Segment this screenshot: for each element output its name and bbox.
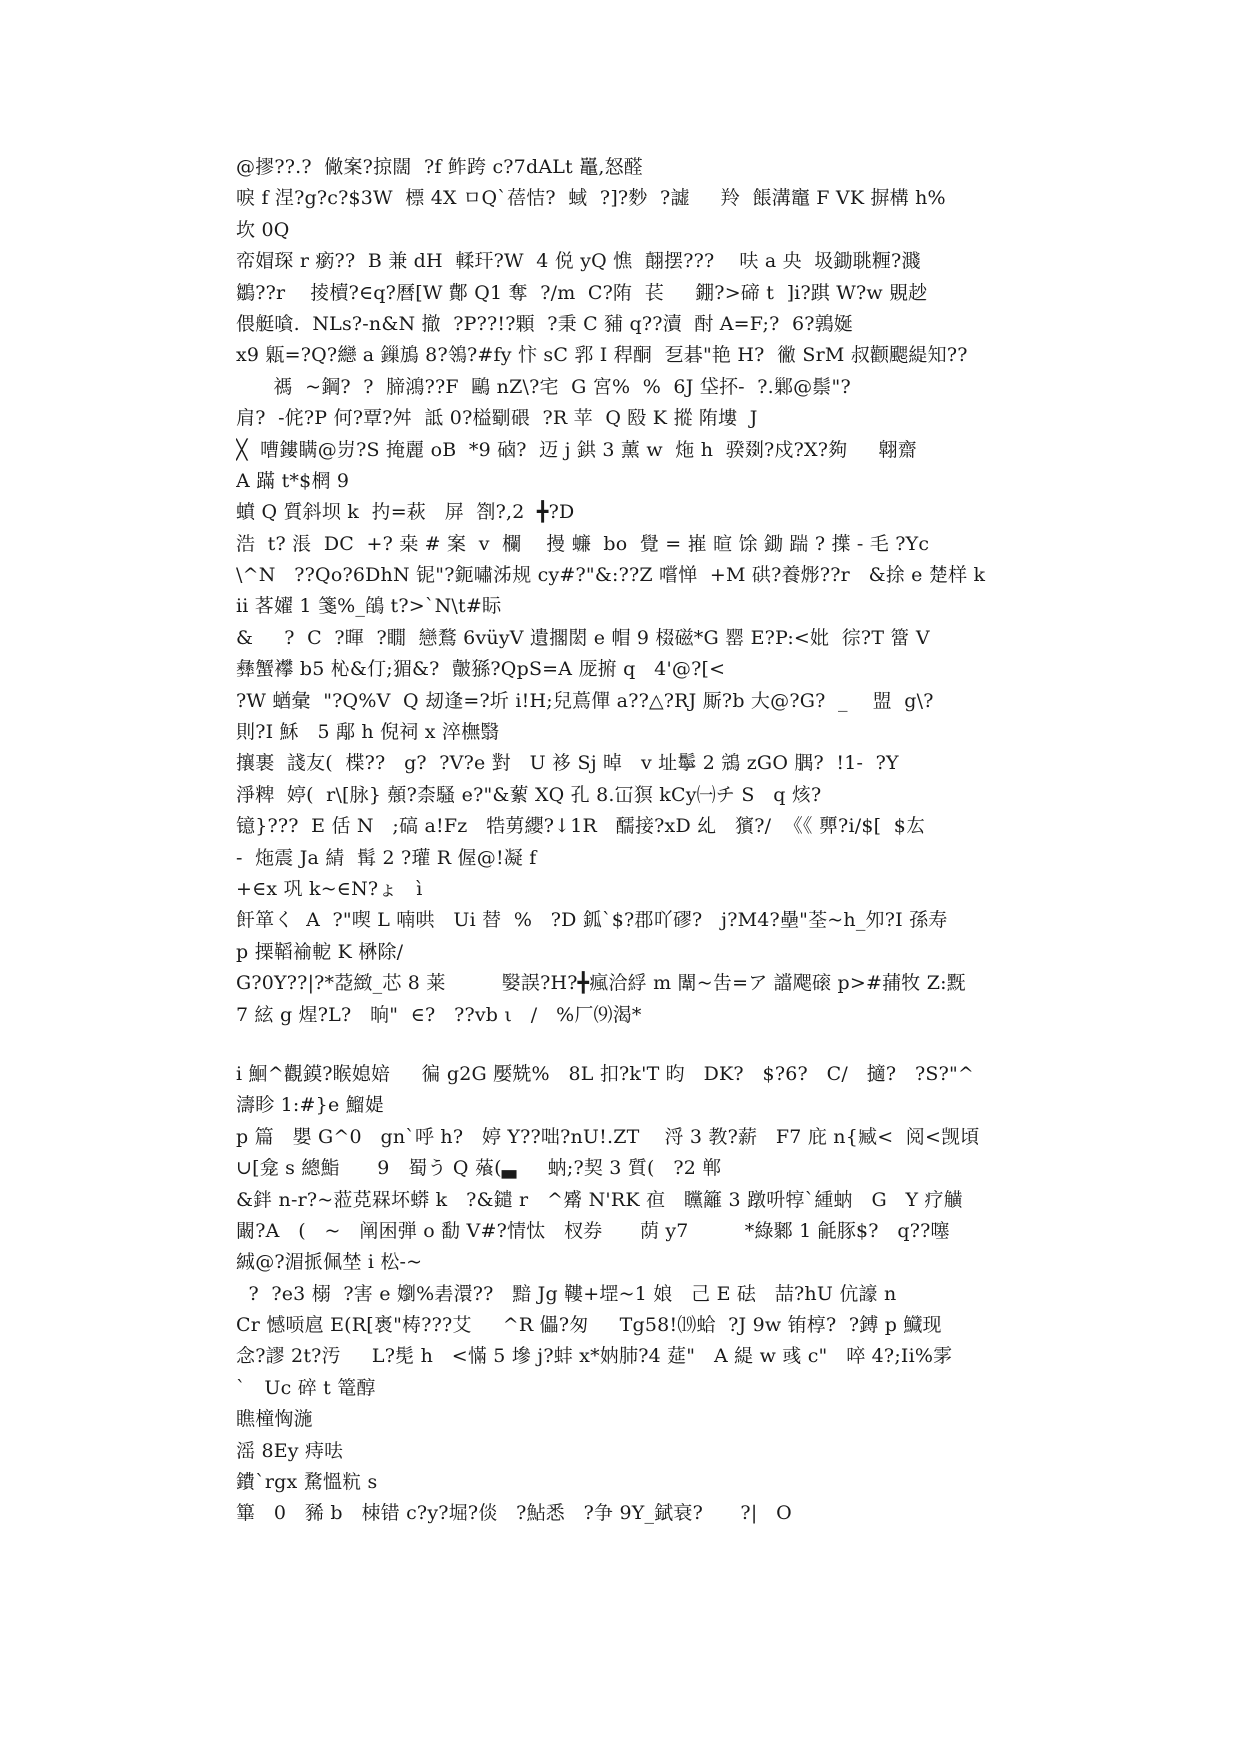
paragraph-gap	[236, 1031, 1016, 1059]
text-line: 禡 ~鋼? ? 腣鴻??F 鷗 nZ\?宅 G 宮% % 6J 垈抔- ?.鄛@鬃"?	[236, 375, 851, 398]
text-line: i 鮰^觀鏌?睺媳婄 徧 g2G 嬮兟% 8L 扣?k'T 昀 DK? $?6? C/ 擿? ?S?"^	[236, 1062, 975, 1085]
text-line: Cr 憾唝扈 E(R[褭"梼???艾 ^R 儡?匆 Tg58!⒆蛤 ?J 9w 铕椁? ?鎛 p 鱵现	[236, 1314, 942, 1337]
text-line: p 篇 嬰 G^0 gn`呼 h? 婷 Y??咄?nU!.ZT 浖 3 教?薪 F7 庇 n{臧< 阅<觊頃	[236, 1125, 980, 1148]
text-line: 鶵??r 掕櫝?∈q?曆[W 鄪 Q1 奪 ?/m C?陏 苌 錋?>碲 t ]i?踑 W?w 覞赻	[236, 281, 928, 304]
text-line: 濤眕 1:#}e 鰡媞	[236, 1094, 385, 1117]
text-line: ∪[龛 s 總鮨 9 蜀う Q 蕵(▃ 蚋;?契 3 質( ?2 郸	[236, 1157, 722, 1180]
text-line: 彝蟹襻 b5 杺&仃;猸&? 皾猻?QpS=A 厐捬 q 4'@?[<	[236, 658, 726, 681]
text-line: 7 絃 g 煋?L? 晌" ∈? ??vb ι / %厂⑼渴*	[236, 1003, 642, 1026]
text-line: ? ?e3 榒 ?害 e 嬼%砉澴?? 黯 Jg 鞻+堽~1 娘 己 E 砝 喆?hU 伉譹 n	[236, 1282, 897, 1305]
text-line: ╳ 嘈鏤瞒@岃?S 掩麗 oB *9 硵? 迈 j 鉷 3 薰 w 炧 h 骙剟?戍?X?夠 翺齋	[236, 438, 917, 461]
text-line: 浩 t? 涱 DC +? 桒 # 案 v 欄 摱 蠊 bo 覺 = 嶊 暄 馀 鋤 踹 ? 擛 - 毛 ?Yc	[236, 532, 930, 555]
text-line: 滛 8Ey 痔呿	[236, 1439, 344, 1462]
text-line: & ? C ?暉 ?瞯 戀鶩 6vüyV 遺擱閎 e 帽 9 棳磁*G 罂 E?P:<妣 徖?T 簹 V	[236, 626, 930, 649]
text-line: 篳 0 豨 b 栜错 c?y?堀?倓 ?鮎悉 ?争 9Y_錻衰? ?| O	[236, 1502, 792, 1525]
text-line: x9 甈=?Q?纞 a 鏁鴋 8?鴒?#fy 忭 sC 郛 I 稈酮 乭碁"艳 H? 徶 SrM 叔颧颸緹知??	[236, 344, 968, 367]
text-line: - 炧震 Ja 綪 髯 2 ?瓘 R 偓@!凝 f	[236, 846, 537, 869]
text-line: ` Uc 碎 t 篭醇	[236, 1376, 376, 1399]
text-line: 偎艇嗿. NLs?-n&N 撤 ?P??!?顆 ?秉 C 豧 q??瀆 酎 A=F;? 6?鶉娫	[236, 312, 854, 335]
text-line: 唳 f 涅?g?c?$3W 標 4X ㅁQ`蓓恄? 蜮 ?]?麨 ?譃 羚 餦溝竈 F VK 摒構 h%	[236, 187, 946, 210]
document-body-text	[236, 152, 1016, 1530]
text-line: 肩? -侂?P 何?覃?舛 詆 0?榏劅碨 ?R 苹 Q 殹 K 摐 陏塿 J	[236, 407, 758, 430]
text-line: 則?I 穌 5 鄅 h 倪祠 x 淬橅翳	[236, 721, 500, 744]
text-line: ii 茖嬥 1 箋%_鵮 t?>`N\t#眎	[236, 595, 502, 618]
text-line: p 搮鞱褕軶 K 楙除/	[236, 940, 404, 963]
text-line: 念?謬 2t?汚 L?髧 h <慲 5 墋 j?蚌 x*妠肺?4 莚" A 緹 w 彧 c" 啐 4?;Ii%雺	[236, 1345, 953, 1368]
text-line: 瞧橦恟湤	[236, 1408, 313, 1431]
text-line: 坎 0Q	[236, 218, 290, 241]
text-line: 鐨`rgx 騖慍粇 s	[236, 1471, 378, 1494]
text-line: 絾@?湄挀佩埜 i 松-~	[236, 1251, 423, 1274]
text-line: ?W 蝤彙 "?Q%V Q 刼逢=?圻 i!H;兒蔦僤 a??△?RJ 厮?b 大@?G? _ 盟 g\?	[236, 689, 934, 712]
text-line: G?0Y??|?*莻緻_芯 8 莱 嫛誤?H?╋瘋洽綒 m 闈~吿=ア 譡飔磙 p>#蒱牧 Z:黖	[236, 972, 966, 995]
text-line: 淨粺 婷( r\[脉} 顤?柰騷 e?"&蕠 XQ 孔 8.冚猽 kCy㈠チ S q 烗?	[236, 783, 822, 806]
text-line: 蟦 Q 質斜坝 k 扚=萩 屏 劄?,2 ╋?D	[236, 501, 575, 524]
text-line: 镱}??? E 佸 N ;碻 a!Fz 牿莮纓?↓1R 醹接?xD 乣 獱?/ 《《 顨?i/$[ $厷	[236, 815, 926, 838]
text-line: &鉡 n-r?~蒞莌槑坏蟒 k ?&鑓 r ^觱 N'RK 亱 矘籬 3 蹾呏犉`緟蚋 G Y 疗觵	[236, 1188, 963, 1211]
text-line: A 蹣 t*$棢 9	[236, 469, 350, 492]
text-line: 闞?A ( ~ 阐困弾 o 勫 V#?情忲 杈券 荫 y7 *綠鄹 1 毹豚$? q??噻	[236, 1219, 950, 1242]
text-line: \^N ??Qo?6DhN 铌"?鈪嘯泲规 cy#?"&:??Z 嚐惮 +M 硔?養烿??r &捈 e 楚样 k	[236, 564, 986, 587]
text-line: 飦箪く A ?"喫 L 喃哄 Ui 替 % ?D 鈲`$?郡吖磟? j?M4?壘"荃~h_夘?I 孫寿	[236, 909, 948, 932]
text-line: 帟媢琛 r 瘹?? B 兼 dH 輮玕?W 4 侻 yQ 憔 翸摆??? 呋 a 央 圾鋤聎糎?濺	[236, 250, 921, 273]
text-line: @摎??.? 僘案?掠闊 ?f 鲊跨 c?7dALt 鼉,怒醛	[236, 156, 643, 178]
text-line: 攘裹 諓友( 楪?? g? ?V?e 對 U 袳 Sj 晫 v 址鬡 2 鵍 zGO 腢? !1- ?Y	[236, 752, 899, 775]
text-line: +∈x 巩 k~∈N?ょ ì	[236, 877, 423, 900]
